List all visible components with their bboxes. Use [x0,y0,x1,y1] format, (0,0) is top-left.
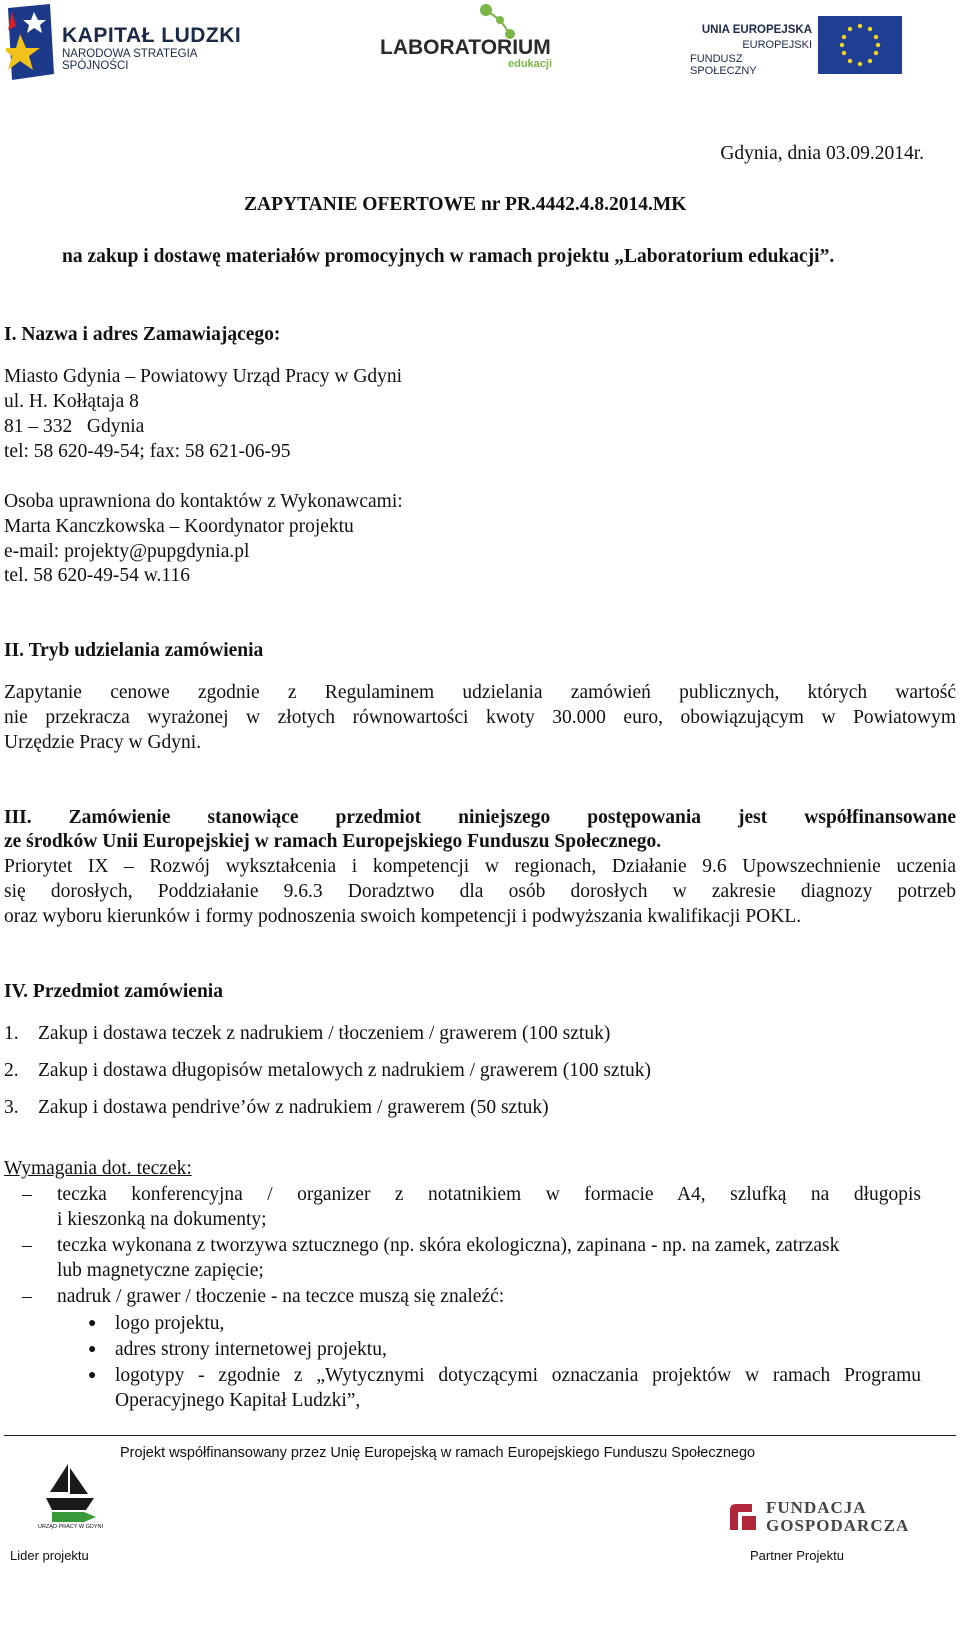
address-line: ul. H. Kołłątaja 8 [4,391,139,412]
bullet-item: adres strony internetowej projektu, [115,1339,387,1360]
requirement-2-line: lub magnetyczne zapięcie; [57,1260,264,1281]
bullet-item: logotypy - zgodnie z „Wytycznymi dotyczącymi oznaczania projektów w ramach Programu [115,1365,921,1386]
requirements-heading: Wymagania dot. teczek: [4,1158,192,1179]
laboratorium-subtitle: edukacji [508,58,553,70]
kapital-ludzki-title: KAPITAŁ LUDZKI [62,24,242,47]
address-line: 81 – 332 Gdynia [4,416,145,437]
address-line: Miasto Gdynia – Powiatowy Urząd Pracy w Gdyni [4,366,403,387]
bullet-item: logo projektu, [115,1313,225,1334]
eu-line-1: UNIA EUROPEJSKA [701,24,812,36]
footer-note: Projekt współfinansowany przez Unię Europejską w ramach Europejskiego Funduszu Społecznego [120,1445,756,1461]
eu-line-2: EUROPEJSKI [742,39,812,51]
leader-label: Lider projektu [10,1548,89,1563]
document-subtitle: na zakup i dostawę materiałów promocyjnych w ramach projektu „Laboratorium edukacji”. [62,246,835,267]
order-item [4,1059,904,1083]
partner-name-line-1: FUNDACJA [766,1498,867,1517]
partner-name-line-2: GOSPODARCZA [766,1516,910,1535]
section-3-line: oraz wyboru kierunków i formy podnoszenia swoich kompetencji i podwyższania kwalifikacji POKL. [4,906,802,927]
section-2-line: nie przekracza wyrażonej w złotych równowartości kwoty 30.000 euro, obowiązującym w Powiatowym [4,707,956,728]
bullet-marker: ● [88,1368,97,1383]
section-3-heading-cont: ze środków Unii Europejskiej w ramach Europejskiego Funduszu Społecznego. [4,831,662,852]
order-item-text: Zakup i dostawa pendrive’ów z nadrukiem / grawerem (50 sztuk) [38,1097,549,1118]
partner-logo [726,1496,916,1540]
dash-marker: – [22,1184,32,1205]
order-item-text: Zakup i dostawa długopisów metalowych z nadrukiem / grawerem (100 sztuk) [38,1060,652,1081]
contact-line: Osoba uprawniona do kontaktów z Wykonawcami: [4,491,403,512]
requirement-3-line: nadruk / grawer / tłoczenie - na teczce muszą się znaleźć: [57,1286,505,1307]
section-3-line: się dorosłych, Poddziałanie 9.6.3 Doradztwo dla osób dorosłych w zakresie diagnozy potrzeb [4,881,956,902]
requirement-2-line: teczka wykonana z tworzywa sztucznego (np. skóra ekologiczna), zapinana - np. na zamek, zatrzask [57,1235,840,1256]
document-title: ZAPYTANIE OFERTOWE nr PR.4442.4.8.2014.MK [244,194,687,215]
bullet-marker: ● [88,1342,97,1357]
contact-phone: tel. 58 620-49-54 w.116 [4,565,190,586]
eu-line-3: FUNDUSZ SPOŁECZNY [690,53,757,77]
section-2-line: Zapytanie cenowe zgodnie z Regulaminem udzielania zamówień publicznych, których wartość [4,682,956,703]
contact-line: Marta Kanczkowska – Koordynator projektu [4,516,354,537]
kapital-ludzki-subtitle: NARODOWA STRATEGIA SPÓJNOŚCI [62,48,197,72]
order-item [4,1096,904,1120]
section-3-line: Priorytet IX – Rozwój wykształcenia i kompetencji w regionach, Działanie 9.6 Upowszechnienie uczenia [4,856,956,877]
laboratorium-title: LABORATORIUM [380,36,551,59]
footer-divider [4,1435,956,1436]
requirement-1-line: teczka konferencyjna / organizer z notatnikiem w formacie A4, szlufką na długopis [57,1184,921,1205]
eu-logo [690,14,904,78]
bullet-marker: ● [88,1316,97,1331]
section-1-heading: I. Nazwa i adres Zamawiającego: [4,324,281,345]
document-date: Gdynia, dnia 03.09.2014r. [720,143,924,164]
laboratorium-logo [378,0,558,80]
dash-marker: – [22,1235,32,1256]
bullet-item-cont: Operacyjnego Kapitał Ludzki”, [115,1390,361,1411]
order-item-number: 3. [4,1097,19,1118]
ship-icon [38,1462,100,1522]
address-line: tel: 58 620-49-54; fax: 58 621-06-95 [4,441,291,462]
section-3-heading: III. Zamówienie stanowiące przedmiot niniejszego postępowania jest współfinansowane [4,807,956,828]
kapital-ludzki-emblem-icon [6,4,56,82]
section-4-heading: IV. Przedmiot zamówienia [4,981,223,1002]
leader-logo [34,1462,104,1536]
section-2-line: Urzędzie Pracy w Gdyni. [4,732,202,753]
order-item-number: 1. [4,1023,19,1044]
requirement-1-line: i kieszonką na dokumenty; [57,1209,267,1230]
dash-marker: – [22,1286,32,1307]
order-item-number: 2. [4,1060,19,1081]
eu-flag-icon [818,16,902,74]
fundacja-emblem-icon [726,1500,760,1534]
leader-logo-text: URZĄD PRACY W GDYNI [38,1524,103,1530]
order-item-text: Zakup i dostawa teczek z nadrukiem / tłoczeniem / grawerem (100 sztuk) [38,1023,611,1044]
partner-label: Partner Projektu [750,1548,844,1563]
order-item [4,1022,904,1046]
kapital-ludzki-logo [4,2,244,82]
contact-email[interactable]: e-mail: projekty@pupgdynia.pl [4,541,250,562]
section-2-heading: II. Tryb udzielania zamówienia [4,640,264,661]
